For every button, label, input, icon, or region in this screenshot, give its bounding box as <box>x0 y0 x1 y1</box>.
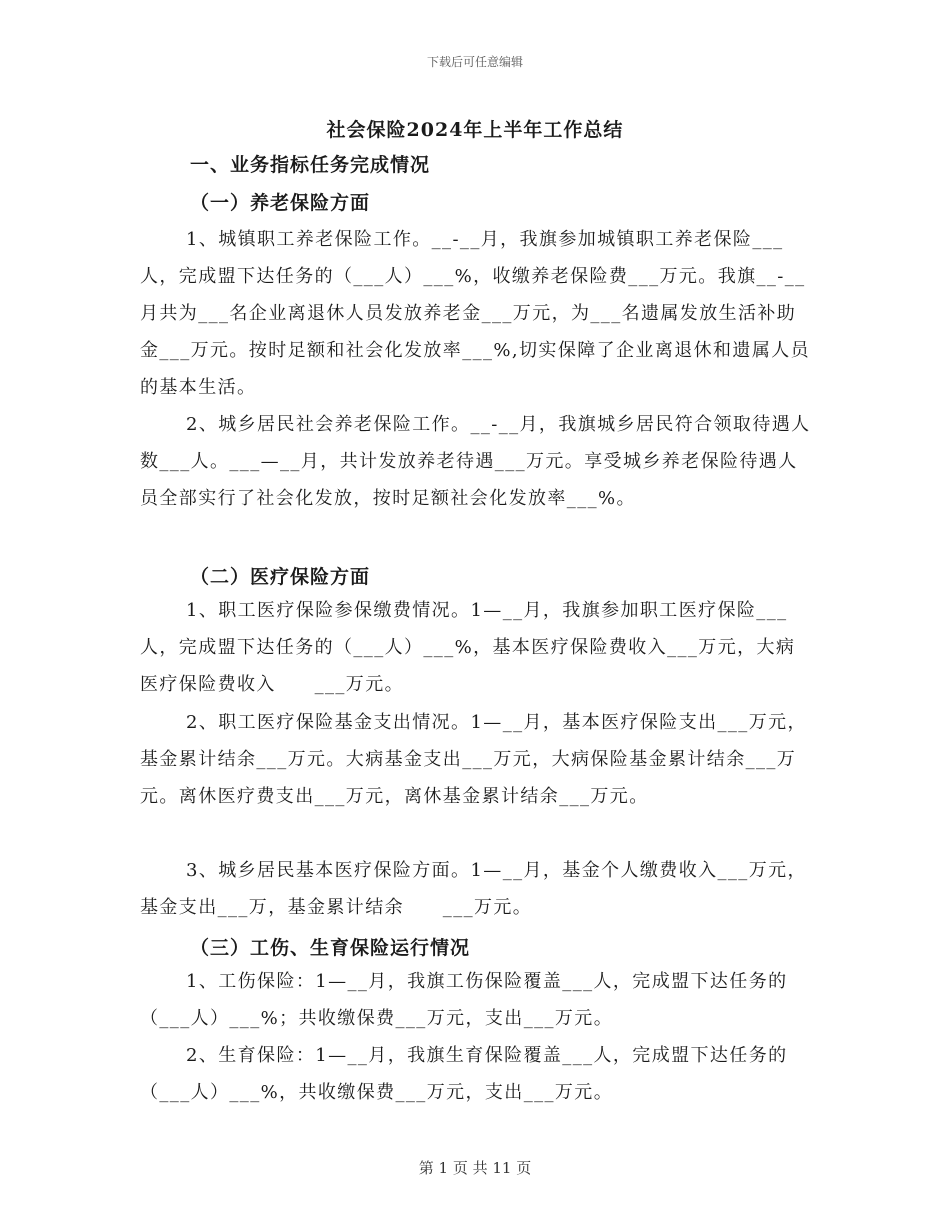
document-title: 社会保险2024年上半年工作总结 <box>326 119 624 141</box>
page-header-note: 下载后可任意编辑 <box>426 55 523 69</box>
paragraph-urban-pension: 1、城镇职工养老保险工作。__-__月，我旗参加城镇职工养老保险___人，完成盟下达任务的（___人）___%，收缴养老保险费___万元。我旗__-__月共为___名企业离退休人员发放养老金___万元，为___名遗属发放生活补助金___万元。按时足额和社会化发放率___%,切实保障了企业离退休和遗属人员的基本生活。 <box>140 229 811 398</box>
subsection-heading-medical: （二）医疗保险方面 <box>190 566 371 588</box>
paragraph-rural-medical: 3、城乡居民基本医疗保险方面。1—__月，基金个人缴费收入___万元，基金支出___万，基金累计结余 ___万元。 <box>140 860 807 918</box>
paragraph-maternity-insurance: 2、生育保险：1—__月，我旗生育保险覆盖___人，完成盟下达任务的（___人）___%，共收缴保费___万元，支出___万元。 <box>140 1045 788 1103</box>
paragraph-rural-pension: 2、城乡居民社会养老保险工作。__-__月，我旗城乡居民符合领取待遇人数___人。___—__月，共计发放养老待遇___万元。享受城乡养老保险待遇人员全部实行了社会化发放，按时足额社会化发放率___%。 <box>140 414 811 509</box>
paragraph-medical-expenditure: 2、职工医疗保险基金支出情况。1—__月，基本医疗保险支出___万元，基金累计结余___万元。大病基金支出___万元，大病保险基金累计结余___万元。离休医疗费支出___万元，离休基金累计结余___万元。 <box>140 712 807 807</box>
subsection-heading-pension: （一）养老保险方面 <box>190 192 371 214</box>
paragraph-medical-enrollment: 1、职工医疗保险参保缴费情况。1—__月，我旗参加职工医疗保险___人，完成盟下达任务的（___人）___%，基本医疗保险费收入___万元，大病医疗保险费收入 ___万元。 <box>140 600 796 695</box>
paragraph-injury-insurance: 1、工伤保险：1—__月，我旗工伤保险覆盖___人，完成盟下达任务的（___人）___%；共收缴保费___万元，支出___万元。 <box>140 971 788 1029</box>
section-heading-1: 一、业务指标任务完成情况 <box>190 154 431 176</box>
page-footer-number: 第 1 页 共 11 页 <box>418 1159 532 1177</box>
subsection-heading-injury-maternity: （三）工伤、生育保险运行情况 <box>190 937 471 959</box>
